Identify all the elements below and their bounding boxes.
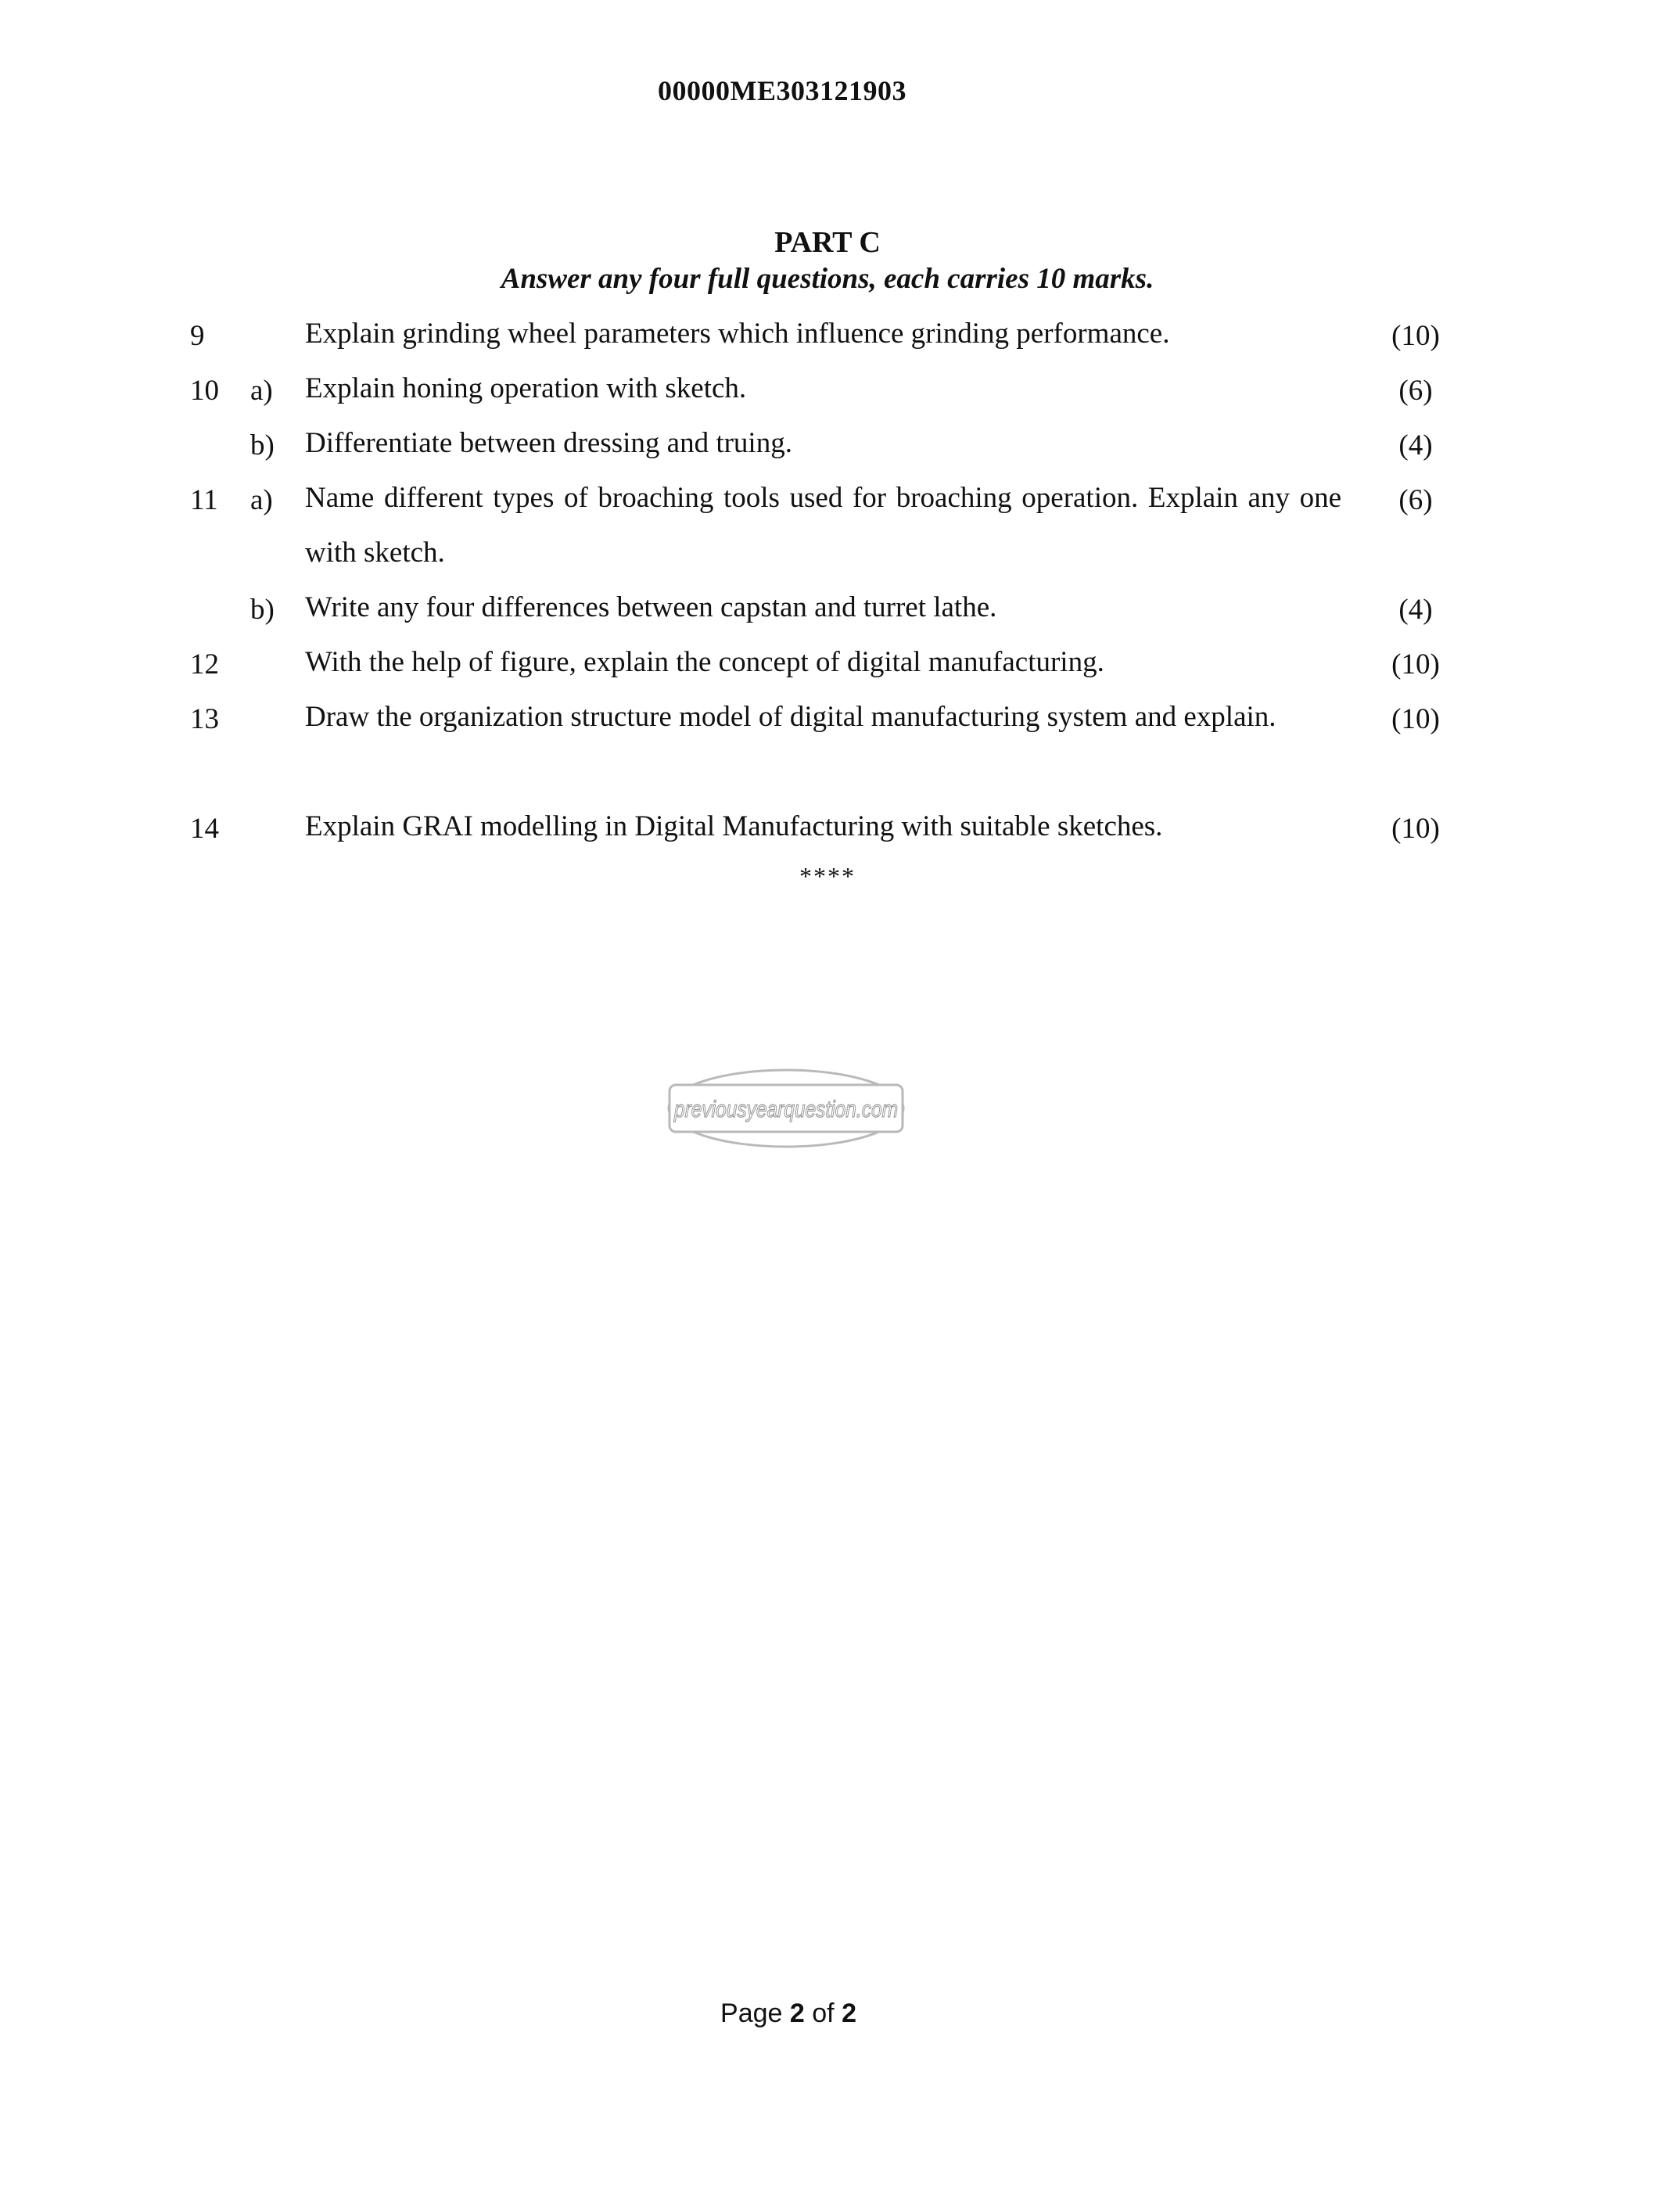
question-row <box>0 311 1564 366</box>
question-marks: (4) <box>1398 594 1433 626</box>
question-row <box>0 804 1564 859</box>
question-text: Explain GRAI modelling in Digital Manufacturing with suitable sketches. <box>305 810 1163 842</box>
question-marks: (10) <box>1391 648 1440 680</box>
question-marks: (4) <box>1398 429 1433 461</box>
end-of-paper-mark: **** <box>799 862 856 890</box>
question-row <box>0 585 1564 640</box>
question-marks: (10) <box>1391 320 1440 352</box>
page-footer <box>0 1998 1577 2029</box>
question-text: Name different types of broaching tools used for broaching operation. Explain any one with sketch. <box>305 482 1341 569</box>
question-marks: (6) <box>1398 375 1433 407</box>
question-text: Draw the organization structure model of digital manufacturing system and explain. <box>305 701 1276 733</box>
question-text: Explain grinding wheel parameters which influence grinding performance. <box>305 318 1170 350</box>
question-row <box>0 476 1564 585</box>
question-row <box>0 366 1564 421</box>
question-sub-label: b) <box>250 429 275 461</box>
question-number: 12 <box>190 648 219 680</box>
question-marks: (10) <box>1391 703 1440 735</box>
question-list <box>0 311 1564 859</box>
part-heading: PART C <box>774 226 881 259</box>
question-marks: (6) <box>1398 484 1433 516</box>
question-row <box>0 695 1564 804</box>
question-row <box>0 421 1564 476</box>
question-marks: (10) <box>1391 813 1440 845</box>
footer-page-word: Page <box>720 1998 783 2028</box>
question-number: 13 <box>190 703 219 735</box>
question-number: 9 <box>190 320 205 352</box>
question-sub-label: b) <box>250 594 275 626</box>
question-sub-label: a) <box>250 375 273 407</box>
question-number: 11 <box>190 484 218 516</box>
question-row <box>0 640 1564 695</box>
question-number: 14 <box>190 813 219 845</box>
question-number: 10 <box>190 375 219 407</box>
question-paper-code: 00000ME303121903 <box>658 75 906 106</box>
footer-current-page: 2 <box>789 1998 805 2028</box>
part-instruction: Answer any four full questions, each carries 10 marks. <box>501 263 1154 295</box>
question-text: With the help of figure, explain the concept of digital manufacturing. <box>305 646 1104 678</box>
footer-of-word: of <box>812 1998 835 2028</box>
footer-total-pages: 2 <box>842 1998 856 2028</box>
question-text: Explain honing operation with sketch. <box>305 372 747 404</box>
watermark-logo <box>666 1068 906 1149</box>
question-sub-label: a) <box>250 484 273 516</box>
watermark-text: previousyearquestion.com <box>673 1097 898 1122</box>
question-text: Differentiate between dressing and truing. <box>305 427 792 459</box>
question-text: Write any four differences between capstan and turret lathe. <box>305 591 997 623</box>
